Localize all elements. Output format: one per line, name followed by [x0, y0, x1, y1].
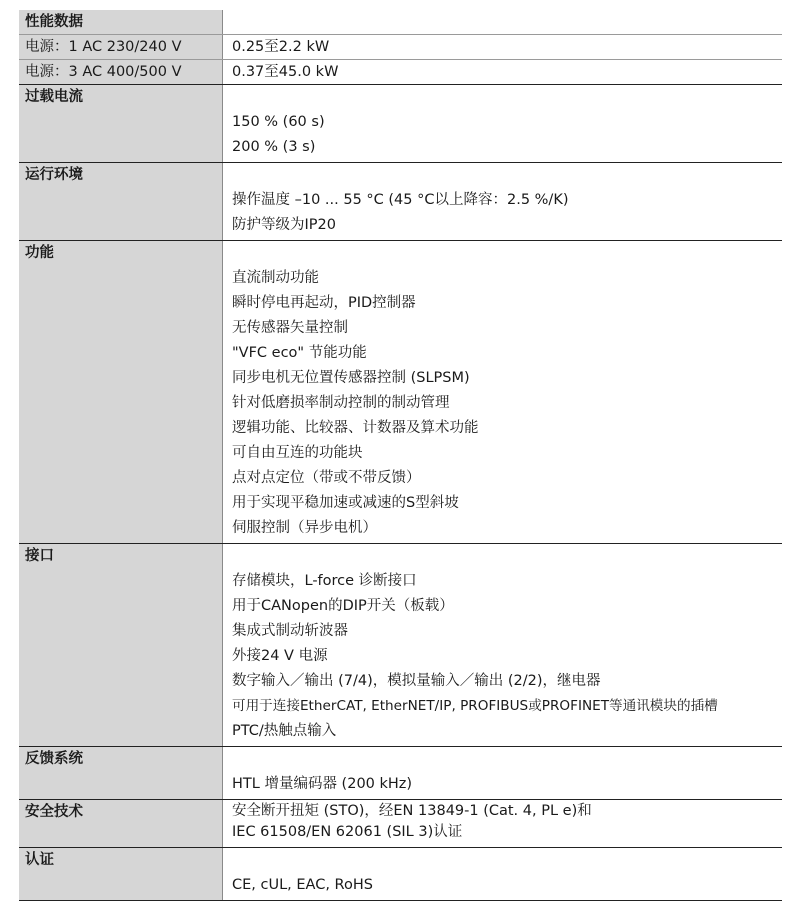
section-certification	[19, 847, 782, 900]
section-header	[19, 747, 782, 771]
section-safety	[19, 799, 782, 847]
section-performance	[19, 10, 782, 84]
row-label: 电源：3 AC 400/500 V	[19, 60, 222, 84]
spec-line: 可用于连接EtherCAT, EtherNET/IP, PROFIBUS或PROFINET等通讯模块的插槽	[232, 698, 718, 714]
spec-line: 逻辑功能、比较器、计数器及算术功能	[232, 420, 479, 436]
spec-line: 防护等级为IP20	[232, 217, 336, 233]
spec-line: 存储模块，L-force 诊断接口	[232, 573, 417, 589]
section-body	[19, 187, 782, 240]
spec-line: PTC/热触点输入	[232, 723, 337, 739]
spec-row-3ac	[19, 59, 782, 84]
section-environment	[19, 162, 782, 240]
spec-line: IEC 61508/EN 62061 (SIL 3)认证	[232, 824, 463, 840]
section-interfaces	[19, 543, 782, 746]
spec-line: 200 % (3 s)	[232, 139, 316, 155]
section-body	[19, 771, 782, 799]
section-title: 反馈系统	[19, 747, 222, 771]
section-body	[19, 568, 782, 746]
spec-line: 直流制动功能	[232, 270, 319, 286]
spec-line: "VFC eco" 节能功能	[232, 345, 367, 361]
section-title: 认证	[19, 848, 222, 872]
section-header	[19, 85, 782, 109]
section-body	[19, 872, 782, 900]
section-header	[19, 848, 782, 872]
spec-line: CE, cUL, EAC, RoHS	[232, 877, 373, 893]
section-title: 运行环境	[19, 163, 222, 187]
spec-line: 用于CANopen的DIP开关（板载）	[232, 598, 454, 614]
spec-table	[19, 10, 782, 901]
row-label: 电源：1 AC 230/240 V	[19, 35, 222, 59]
section-header	[19, 544, 782, 568]
row-value: 0.37至45.0 kW	[222, 60, 782, 84]
spec-line: 安全断开扭矩 (STO)，经EN 13849-1 (Cat. 4, PL e)和	[232, 803, 592, 819]
section-body	[19, 265, 782, 543]
spec-line: 针对低磨损率制动控制的制动管理	[232, 395, 450, 411]
section-header	[19, 163, 782, 187]
spec-line: 点对点定位（带或不带反馈）	[232, 470, 421, 486]
spec-line: 伺服控制（异步电机）	[232, 520, 377, 536]
section-header	[19, 10, 782, 34]
section-title: 安全技术	[19, 800, 222, 847]
spec-line: 外接24 V 电源	[232, 648, 328, 664]
spec-line: 数字输入／输出 (7/4)，模拟量输入／输出 (2/2)，继电器	[232, 673, 601, 689]
spec-row-1ac	[19, 34, 782, 59]
section-title: 接口	[19, 544, 222, 568]
spec-line: HTL 增量编码器 (200 kHz)	[232, 776, 413, 792]
section-overload	[19, 84, 782, 162]
section-title: 过载电流	[19, 85, 222, 109]
section-row	[19, 800, 782, 847]
spec-line: 用于实现平稳加速或减速的S型斜坡	[232, 495, 459, 511]
spec-line: 可自由互连的功能块	[232, 445, 363, 461]
spec-line: 无传感器矢量控制	[232, 320, 348, 336]
spec-line: 同步电机无位置传感器控制 (SLPSM)	[232, 370, 470, 386]
section-title: 功能	[19, 241, 222, 265]
spec-line: 集成式制动斩波器	[232, 623, 348, 639]
section-functions	[19, 240, 782, 543]
spec-line: 操作温度 –10 ... 55 °C (45 °C以上降容：2.5 %/K)	[232, 192, 569, 208]
spec-line: 瞬时停电再起动，PID控制器	[232, 295, 416, 311]
section-header	[19, 241, 782, 265]
row-value: 0.25至2.2 kW	[222, 35, 782, 59]
section-feedback	[19, 746, 782, 799]
spec-line: 150 % (60 s)	[232, 114, 325, 130]
section-title: 性能数据	[19, 10, 222, 34]
section-body	[19, 109, 782, 162]
